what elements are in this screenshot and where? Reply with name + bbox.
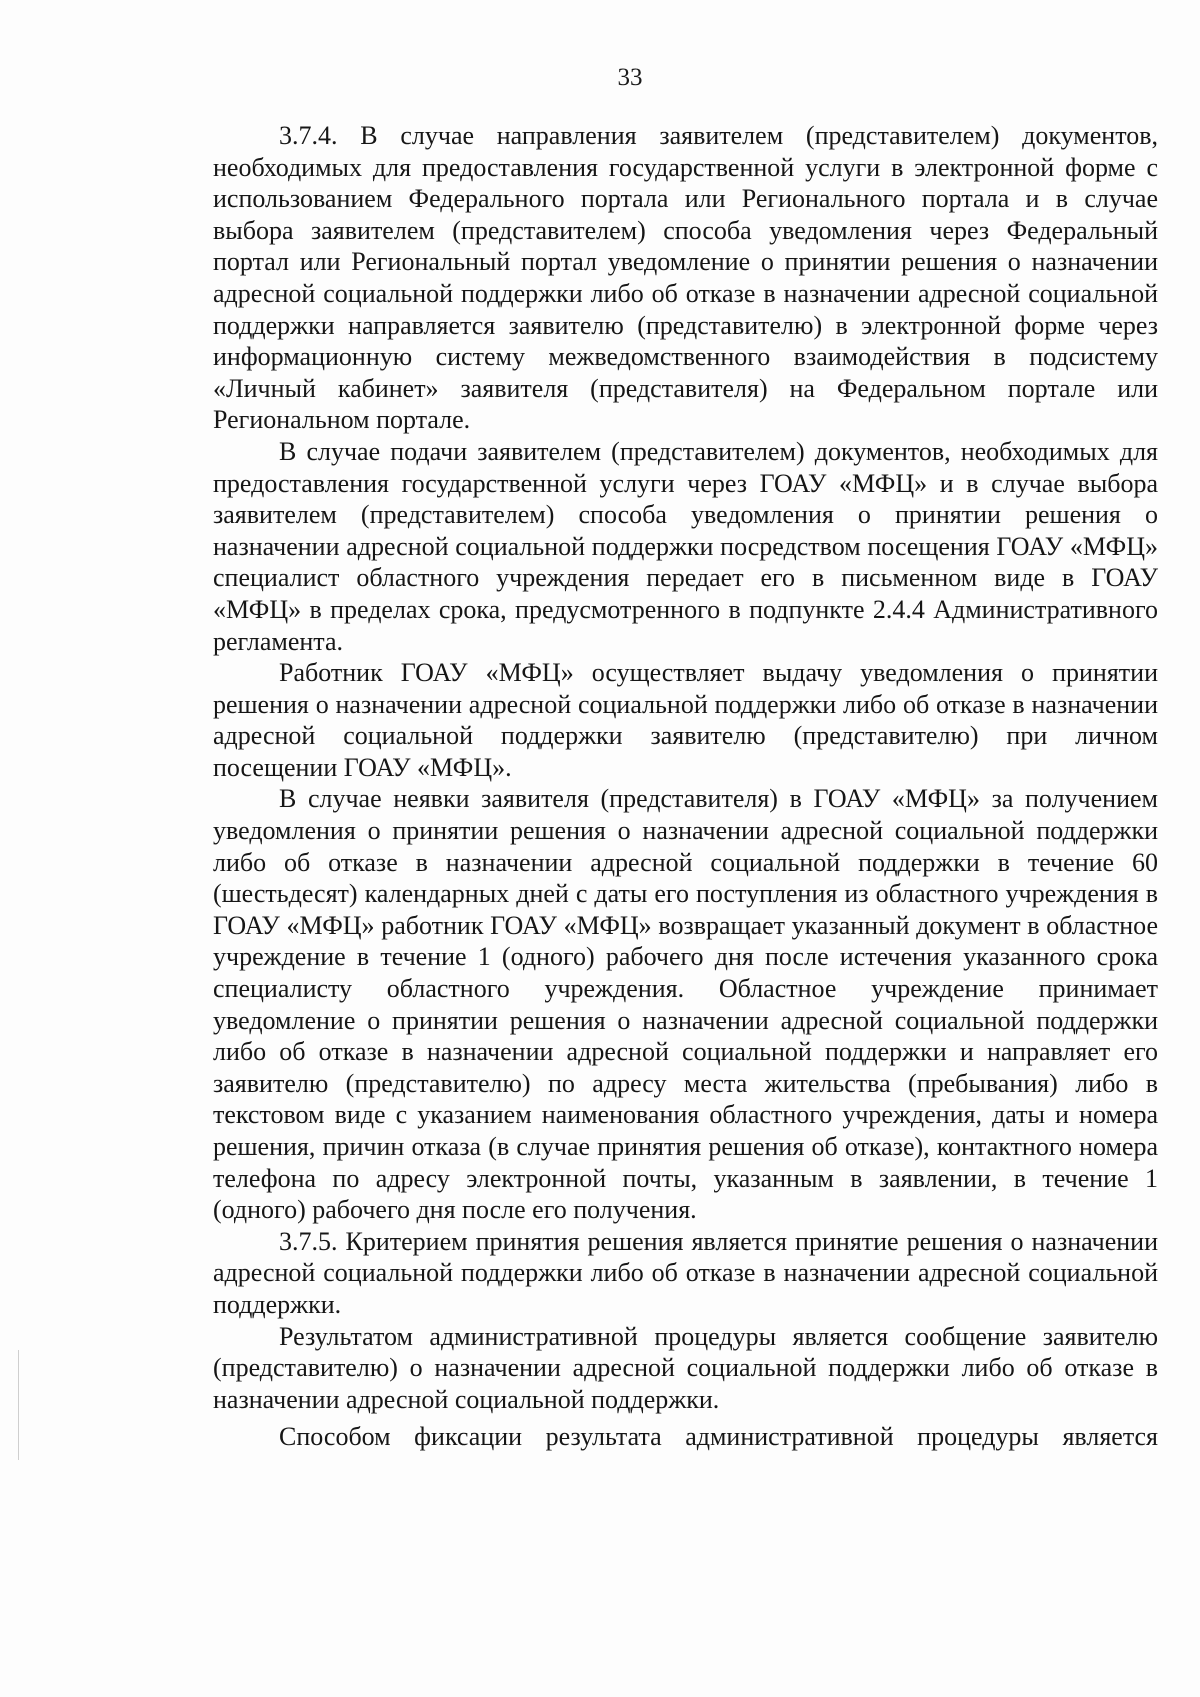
paragraph-fixation: Способом фиксации результата административной процедуры является bbox=[279, 1422, 1158, 1452]
paragraph-mfc-submission: В случае подачи заявителем (представителем) документов, необходимых для предоставления государственной услуги через ГОАУ «МФЦ» и в случае выбора заявителем (представителем) способа уведомления о принятии решения о назначении адресной социальной поддержки посредством посещения ГОАУ «МФЦ» специалист областного учреждения передает его в письменном виде в ГОАУ «МФЦ» в пределах срока, предусмотренного в подпункте 2.4.4 Административного регламента. bbox=[213, 436, 1158, 656]
document-body bbox=[213, 120, 1158, 1453]
paragraph-mfc-no-show: В случае неявки заявителя (представителя) в ГОАУ «МФЦ» за получением уведомления о принятии решения о назначении адресной социальной поддержки либо об отказе в назначении адресной социальной поддержки в течение 60 (шестьдесят) календарных дней с даты его поступления из областного учреждения в ГОАУ «МФЦ» работник ГОАУ «МФЦ» возвращает указанный документ в областное учреждение в течение 1 (одного) рабочего дня после истечения указанного срока специалисту областного учреждения. Областное учреждение принимает уведомление о принятии решения о назначении адресной социальной поддержки либо об отказе в назначении адресной социальной поддержки и направляет его заявителю (представителю) по адресу места жительства (пребывания) либо в текстовом виде с указанием наименования областного учреждения, даты и номера решения, причин отказа (в случае принятия решения об отказе), контактного номера телефона по адресу электронной почты, указанным в заявлении, в течение 1 (одного) рабочего дня после его получения. bbox=[213, 784, 1158, 1225]
page-number: 33 bbox=[617, 64, 643, 91]
scan-edge-mark bbox=[18, 1350, 19, 1460]
paragraph-3-7-4: 3.7.4. В случае направления заявителем (представителем) документов, необходимых для предоставления государственной услуги в электронной форме с использованием Федерального портала или Регионального портала и в случае выбора заявителем (представителем) способа уведомления через Федеральный портал или Региональный портал уведомление о принятии решения о назначении адресной социальной поддержки либо об отказе в назначении адресной социальной поддержки направляется заявителю (представителю) в электронной форме через информационную систему межведомственного взаимодействия в подсистему «Личный кабинет» заявителя (представителя) на Федеральном портале или Региональном портале. bbox=[213, 121, 1158, 435]
paragraph-3-7-5: 3.7.5. Критерием принятия решения является принятие решения о назначении адресной социальной поддержки либо об отказе в назначении адресной социальной поддержки. bbox=[213, 1226, 1158, 1319]
paragraph-mfc-issuance: Работник ГОАУ «МФЦ» осуществляет выдачу уведомления о принятии решения о назначении адресной социальной поддержки либо об отказе в назначении адресной социальной поддержки заявителю (представителю) при личном посещении ГОАУ «МФЦ». bbox=[213, 658, 1158, 782]
paragraph-result: Результатом административной процедуры является сообщение заявителю (представителю) о назначении адресной социальной поддержки либо об отказе в назначении адресной социальной поддержки. bbox=[213, 1321, 1158, 1414]
